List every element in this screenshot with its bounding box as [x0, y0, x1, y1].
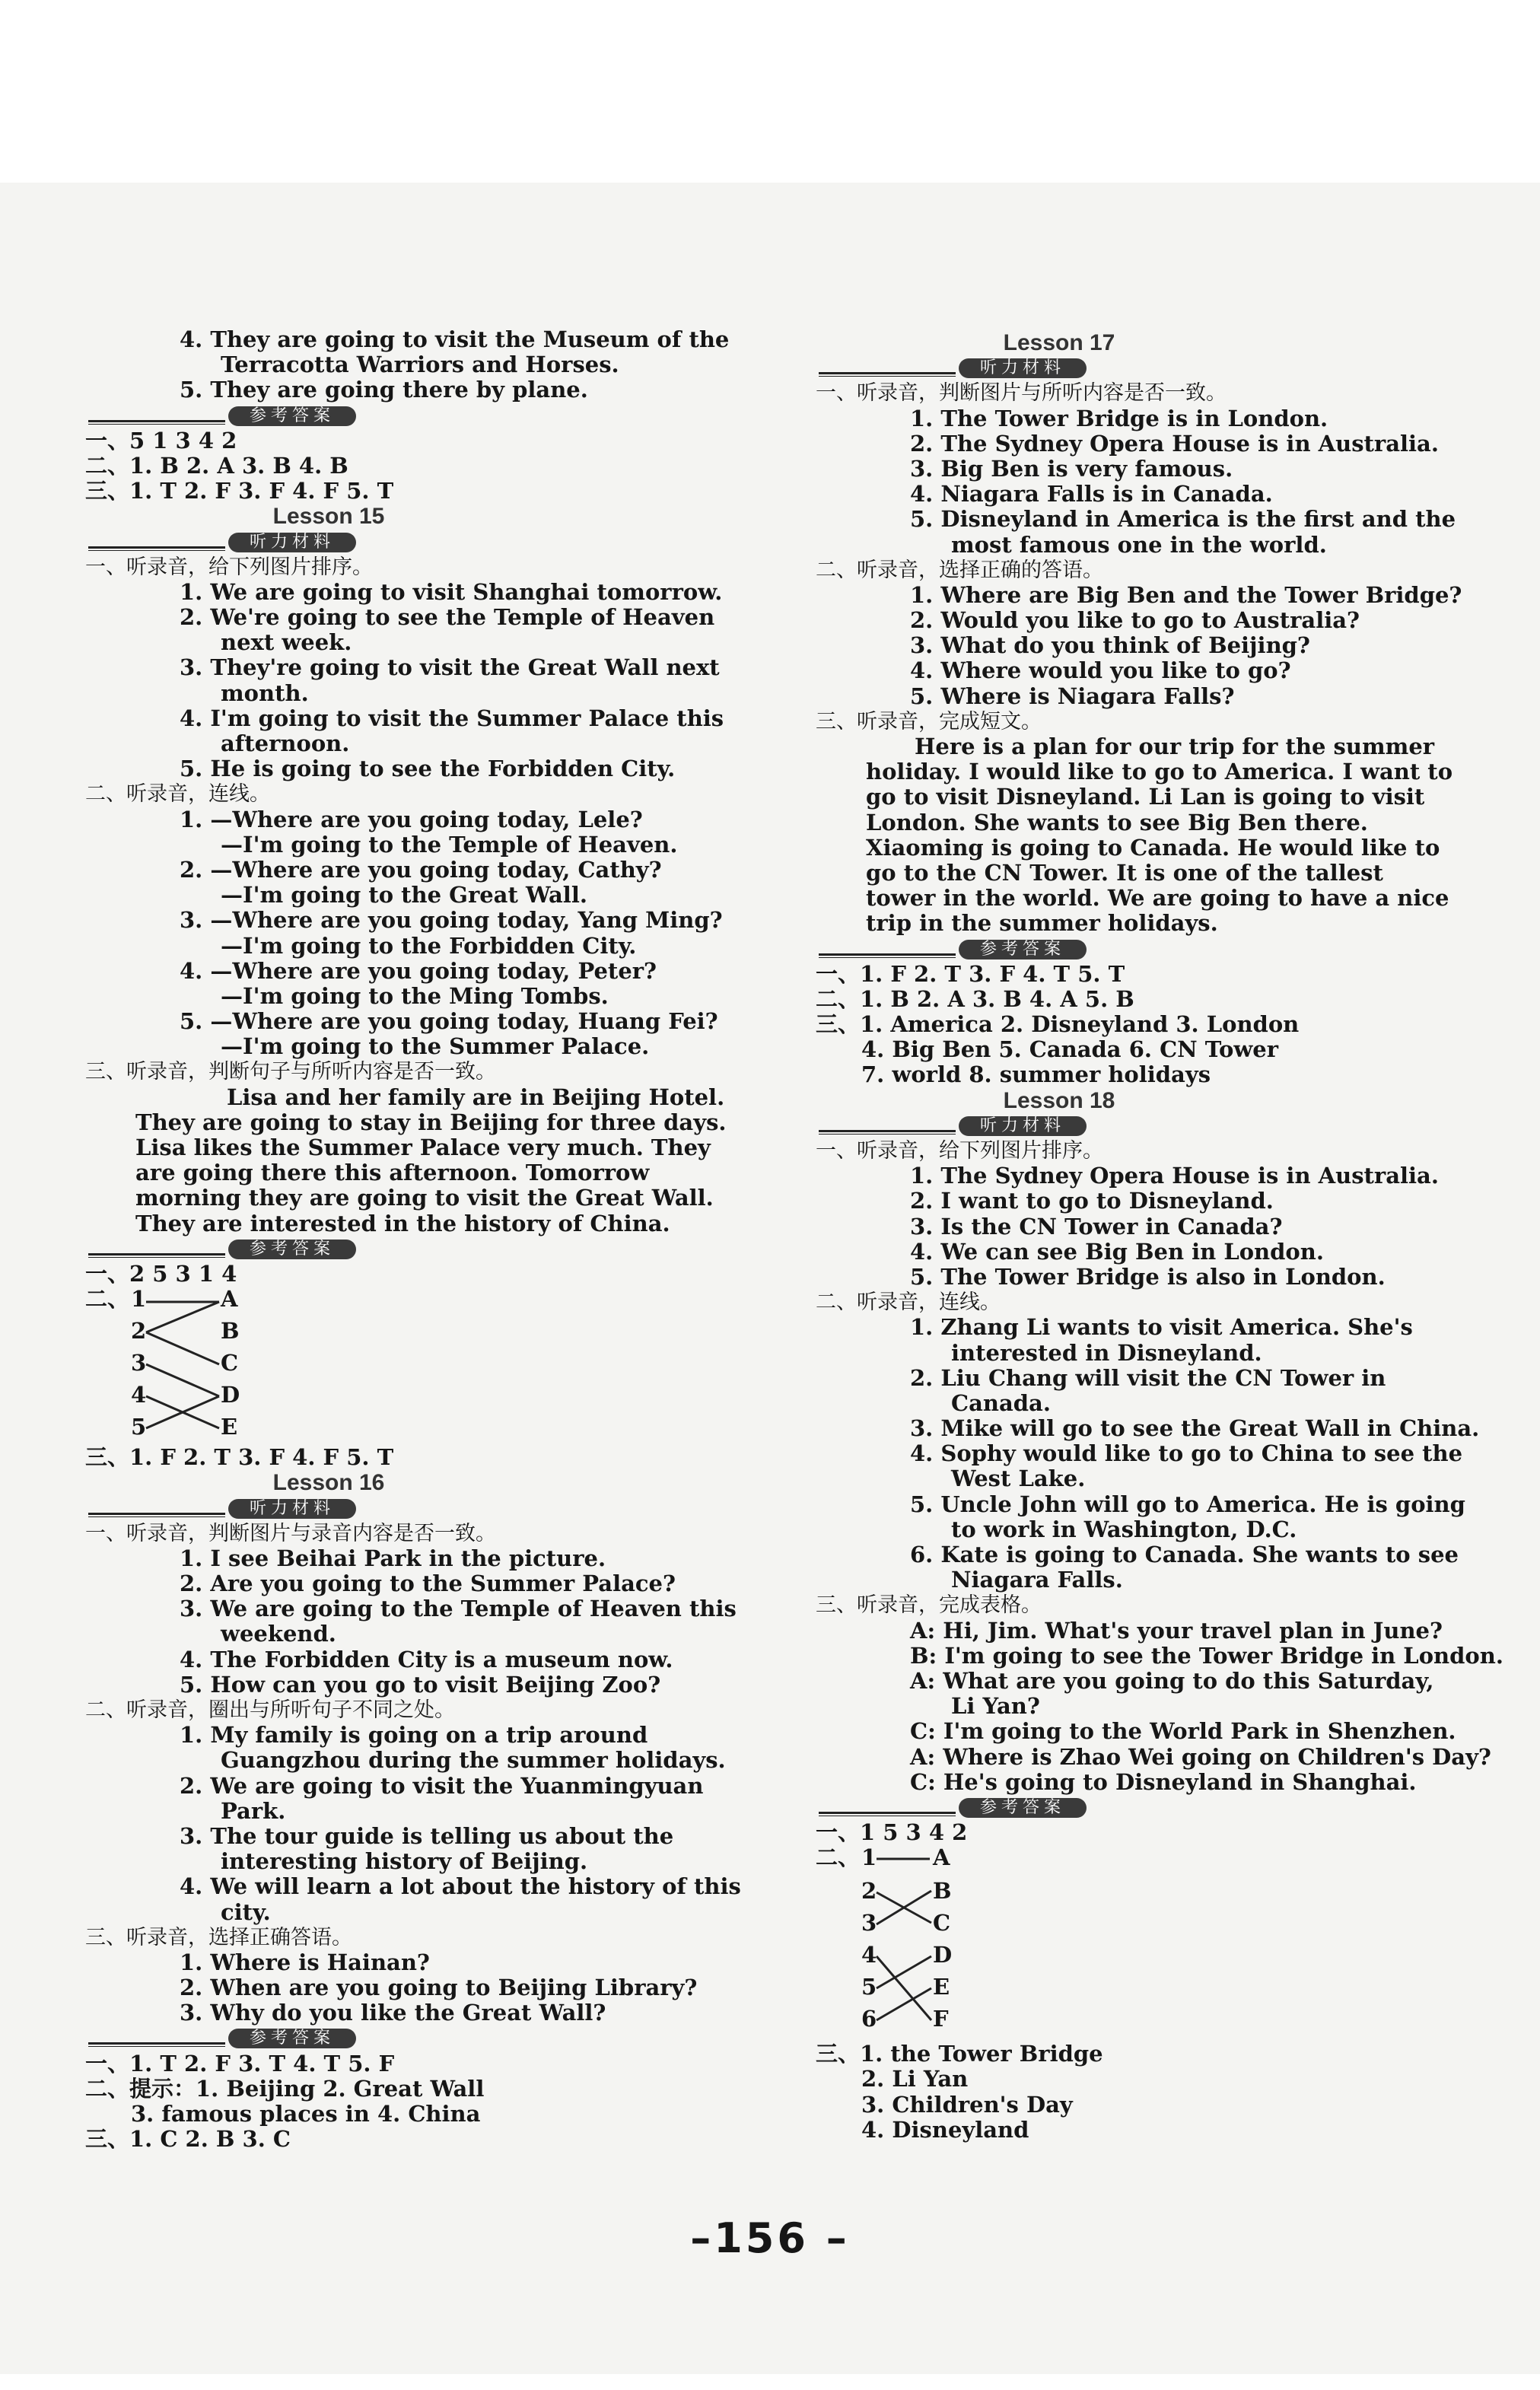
match-right-label: D [933, 1942, 953, 1968]
text-line: 5. Disneyland in America is the first and the [910, 506, 1456, 533]
answer-line: 三、1. F 2. T 3. F 4. F 5. T [85, 1444, 394, 1471]
text-line: trip in the summer holidays. [866, 910, 1218, 937]
text-line: —I'm going to the Temple of Heaven. [221, 831, 678, 858]
match-right-label: D [221, 1382, 240, 1408]
answer-line: 3. famous places in 4. China [131, 2101, 481, 2127]
text-line: Park. [221, 1797, 286, 1824]
text-line: 4. The Forbidden City is a museum now. [180, 1646, 673, 1672]
match-left-label: 1 [131, 1286, 147, 1313]
text-line: 5. How can you go to visit Beijing Zoo? [180, 1671, 661, 1698]
text-line: 4. We will learn a lot about the history of this [180, 1873, 741, 1900]
text-line: 1. Where are Big Ben and the Tower Bridge? [910, 581, 1462, 608]
text-line: 1. The Sydney Opera House is in Australia. [910, 1163, 1439, 1189]
match-prefix: 二、 [816, 1844, 861, 1871]
section-heading: 一、听录音，判断图片与所听内容是否一致。 [816, 381, 1227, 406]
text-line: 3. They're going to visit the Great Wall next [180, 654, 720, 681]
text-line: 2. Would you like to go to Australia? [910, 607, 1360, 634]
section-heading: 二、听录音，连线。 [816, 1290, 1001, 1315]
match-left-label: 5 [131, 1414, 147, 1440]
answer-line: 3. Children's Day [861, 2091, 1073, 2118]
answer-line: 7. world 8. summer holidays [861, 1061, 1211, 1088]
text-line: Canada. [951, 1389, 1051, 1416]
text-line: 1. My family is going on a trip around [180, 1722, 648, 1749]
text-line: to work in Washington, D.C. [951, 1516, 1297, 1542]
match-right-label: F [933, 2006, 949, 2032]
answer-line: 三、1. America 2. Disneyland 3. London [816, 1011, 1300, 1038]
text-line: A: Hi, Jim. What's your travel plan in June? [910, 1617, 1443, 1644]
listening-divider [85, 530, 663, 555]
right-column [816, 330, 1503, 2143]
match-right-label: B [221, 1318, 240, 1345]
text-line: 5. They are going there by plane. [180, 377, 588, 403]
answers-tag: 参考答案 [959, 1798, 1087, 1818]
answer-line: 三、1. the Tower Bridge [816, 2041, 1103, 2067]
text-line: A: What are you going to do this Saturday, [910, 1667, 1434, 1694]
text-line: 2. I want to go to Disneyland. [910, 1188, 1274, 1214]
text-line: 2. Liu Chang will visit the CN Tower in [910, 1364, 1386, 1391]
text-line: West Lake. [951, 1466, 1086, 1492]
text-line: 4. They are going to visit the Museum of the [180, 326, 730, 352]
text-line: —I'm going to the Ming Tombs. [221, 982, 609, 1009]
text-line: 1. —Where are you going today, Lele? [180, 806, 643, 832]
text-line: 1. Zhang Li wants to visit America. She's [910, 1314, 1413, 1341]
section-heading: 二、听录音，圈出与所听句子不同之处。 [85, 1698, 455, 1722]
text-line: 2. We're going to see the Temple of Heaven [180, 604, 715, 631]
answer-line: 4. Disneyland [861, 2116, 1029, 2143]
text-line: interesting history of Beijing. [221, 1848, 588, 1875]
lesson-title: Lesson 17 [1003, 330, 1115, 355]
text-line: 5. Uncle John will go to America. He is going [910, 1491, 1465, 1517]
text-line: Lisa and her family are in Beijing Hotel. [227, 1084, 725, 1110]
match-left-label: 4 [131, 1382, 147, 1408]
text-line: next week. [221, 629, 352, 656]
text-line: 4. Niagara Falls is in Canada. [910, 481, 1273, 508]
answers-divider [816, 937, 1394, 962]
left-column [85, 326, 741, 2153]
answers-divider [816, 1795, 1394, 1820]
text-line: tower in the world. We are going to have a nice [866, 885, 1449, 912]
listening-tag: 听力材料 [959, 358, 1087, 378]
text-line: 3. Big Ben is very famous. [910, 455, 1233, 482]
section-heading: 一、听录音，判断图片与录音内容是否一致。 [85, 1521, 496, 1545]
text-line: month. [221, 679, 309, 706]
text-line: 3. Mike will go to see the Great Wall in China. [910, 1415, 1480, 1442]
answer-line: 一、1. T 2. F 3. T 4. T 5. F [85, 2050, 395, 2077]
text-line: 3. Why do you like the Great Wall? [180, 2000, 606, 2026]
section-heading: 二、听录音，连线。 [85, 782, 270, 807]
text-line: 2. —Where are you going today, Cathy? [180, 856, 662, 883]
answer-line: 三、1. T 2. F 3. F 4. F 5. T [85, 478, 394, 504]
text-line: Xiaoming is going to Canada. He would like to [866, 834, 1440, 861]
text-line: 1. We are going to visit Shanghai tomorrow. [180, 578, 723, 605]
text-line: 4. —Where are you going today, Peter? [180, 957, 657, 984]
text-line: 5. —Where are you going today, Huang Fei? [180, 1008, 718, 1035]
text-line: 2. When are you going to Beijing Library? [180, 1975, 698, 2001]
text-line: 3. The tour guide is telling us about the [180, 1822, 674, 1849]
section-heading: 一、听录音，给下列图片排序。 [85, 555, 373, 579]
answers-divider [85, 2026, 663, 2051]
text-line: 3. What do you think of Beijing? [910, 632, 1310, 659]
matching-lines [85, 1287, 268, 1446]
text-line: 5. The Tower Bridge is also in London. [910, 1263, 1386, 1290]
match-right-label: C [221, 1350, 239, 1376]
match-right-label: C [933, 1910, 951, 1937]
answer-line: 二、1. B 2. A 3. B 4. B [85, 452, 348, 479]
text-line: B: I'm going to see the Tower Bridge in London. [910, 1642, 1503, 1669]
match-right-label: B [933, 1878, 952, 1905]
section-heading: 三、听录音，完成表格。 [816, 1593, 1042, 1618]
text-line: go to visit Disneyland. Li Lan is going to visit [866, 784, 1425, 810]
answers-tag: 参考答案 [228, 2029, 356, 2048]
section-heading: 二、听录音，选择正确的答语。 [816, 558, 1103, 582]
answers-divider [85, 1236, 663, 1262]
text-line: 4. I'm going to visit the Summer Palace this [180, 705, 724, 731]
match-left-label: 4 [861, 1942, 877, 1968]
text-line: morning they are going to visit the Great Wall. [135, 1185, 714, 1211]
text-line: 1. I see Beihai Park in the picture. [180, 1545, 606, 1571]
answer-line: 一、1 5 3 4 2 [816, 1819, 968, 1846]
text-line: 3. Is the CN Tower in Canada? [910, 1213, 1283, 1240]
text-line: C: He's going to Disneyland in Shanghai. [910, 1768, 1417, 1795]
answer-line: 二、1. B 2. A 3. B 4. A 5. B [816, 985, 1134, 1012]
text-line: —I'm going to the Summer Palace. [221, 1033, 650, 1060]
text-line: 2. The Sydney Opera House is in Australia. [910, 430, 1439, 457]
lesson-title: Lesson 15 [272, 504, 385, 530]
text-line: Here is a plan for our trip for the summer [915, 734, 1435, 759]
answers-divider [85, 403, 663, 428]
answer-line: 一、2 5 3 1 4 [85, 1260, 237, 1287]
section-heading: 三、听录音，完成短文。 [816, 709, 1042, 734]
text-line: most famous one in the world. [951, 531, 1327, 558]
answers-tag: 参考答案 [959, 940, 1087, 960]
match-prefix: 二、 [85, 1286, 130, 1313]
answer-line: 二、提示：1. Beijing 2. Great Wall [85, 2075, 485, 2102]
section-heading: 三、听录音，判断句子与所听内容是否一致。 [85, 1060, 496, 1084]
text-line: 1. Where is Hainan? [180, 1949, 430, 1975]
text-line: 4. Where would you like to go? [910, 657, 1291, 684]
match-left-label: 2 [131, 1318, 147, 1345]
match-left-label: 3 [861, 1910, 877, 1937]
match-left-label: 6 [861, 2006, 877, 2032]
text-line: 2. We are going to visit the Yuanmingyuan [180, 1772, 704, 1799]
section-heading: 三、听录音，选择正确答语。 [85, 1925, 352, 1949]
text-line: 6. Kate is going to Canada. She wants to see [910, 1542, 1459, 1567]
text-line: afternoon. [221, 730, 350, 756]
text-line: 4. Sophy would like to go to China to see the [910, 1440, 1463, 1467]
answer-line: 一、1. F 2. T 3. F 4. T 5. T [816, 960, 1125, 987]
match-right-label: E [221, 1414, 238, 1440]
text-line: are going there this afternoon. Tomorrow [135, 1160, 650, 1186]
text-line: Li Yan? [951, 1693, 1040, 1720]
text-line: Terracotta Warriors and Horses. [221, 352, 619, 378]
section-heading: 一、听录音，给下列图片排序。 [816, 1139, 1103, 1163]
match-right-label: A [933, 1844, 950, 1871]
text-line: They are interested in the history of China. [135, 1210, 670, 1236]
text-line: 4. We can see Big Ben in London. [910, 1238, 1324, 1265]
text-line: Lisa likes the Summer Palace very much. They [135, 1135, 711, 1160]
text-line: weekend. [221, 1621, 336, 1647]
text-line: London. She wants to see Big Ben there. [866, 809, 1368, 835]
page-number: –156 – [690, 2214, 850, 2262]
text-line: 2. Are you going to the Summer Palace? [180, 1571, 676, 1597]
text-line: —I'm going to the Great Wall. [221, 882, 587, 909]
matching-lines [816, 1845, 983, 2042]
text-line: Niagara Falls. [951, 1567, 1123, 1593]
text-line: 3. —Where are you going today, Yang Ming? [180, 907, 723, 934]
text-line: C: I'm going to the World Park in Shenzhen. [910, 1718, 1456, 1745]
listening-divider [85, 1496, 663, 1521]
match-left-label: 2 [861, 1878, 877, 1905]
answer-line: 一、5 1 3 4 2 [85, 427, 237, 453]
listening-tag: 听力材料 [959, 1116, 1087, 1136]
text-line: go to the CN Tower. It is one of the tallest [866, 859, 1383, 886]
text-line: —I'm going to the Forbidden City. [221, 932, 637, 959]
listening-tag: 听力材料 [228, 1499, 356, 1519]
match-left-label: 1 [861, 1844, 877, 1871]
answer-line: 4. Big Ben 5. Canada 6. CN Tower [861, 1036, 1279, 1063]
text-line: 3. We are going to the Temple of Heaven this [180, 1596, 737, 1622]
answer-line: 2. Li Yan [861, 2066, 969, 2092]
listening-divider [816, 1113, 1394, 1138]
match-left-label: 3 [131, 1350, 147, 1376]
answers-tag: 参考答案 [228, 406, 356, 426]
match-right-label: E [933, 1974, 950, 2000]
match-right-label: A [221, 1286, 238, 1313]
listening-tag: 听力材料 [228, 533, 356, 552]
text-line: city. [221, 1898, 271, 1925]
text-line: They are going to stay in Beijing for three days. [135, 1109, 727, 1135]
text-line: 5. Where is Niagara Falls? [910, 683, 1235, 709]
matching-answer [816, 1845, 1394, 2042]
text-line: 5. He is going to see the Forbidden City. [180, 756, 676, 782]
match-left-label: 5 [861, 1974, 877, 2000]
answer-line: 三、1. C 2. B 3. C [85, 2126, 291, 2153]
answers-tag: 参考答案 [228, 1240, 356, 1259]
text-line: Guangzhou during the summer holidays. [221, 1747, 726, 1774]
text-line: holiday. I would like to go to America. I want to [866, 759, 1453, 785]
text-line: A: Where is Zhao Wei going on Children's Day? [910, 1743, 1491, 1770]
lesson-title: Lesson 16 [272, 1470, 385, 1496]
matching-answer [85, 1287, 663, 1445]
listening-divider [816, 355, 1394, 380]
text-line: interested in Disneyland. [951, 1339, 1262, 1366]
lesson-title: Lesson 18 [1003, 1087, 1115, 1113]
text-line: 1. The Tower Bridge is in London. [910, 405, 1328, 431]
